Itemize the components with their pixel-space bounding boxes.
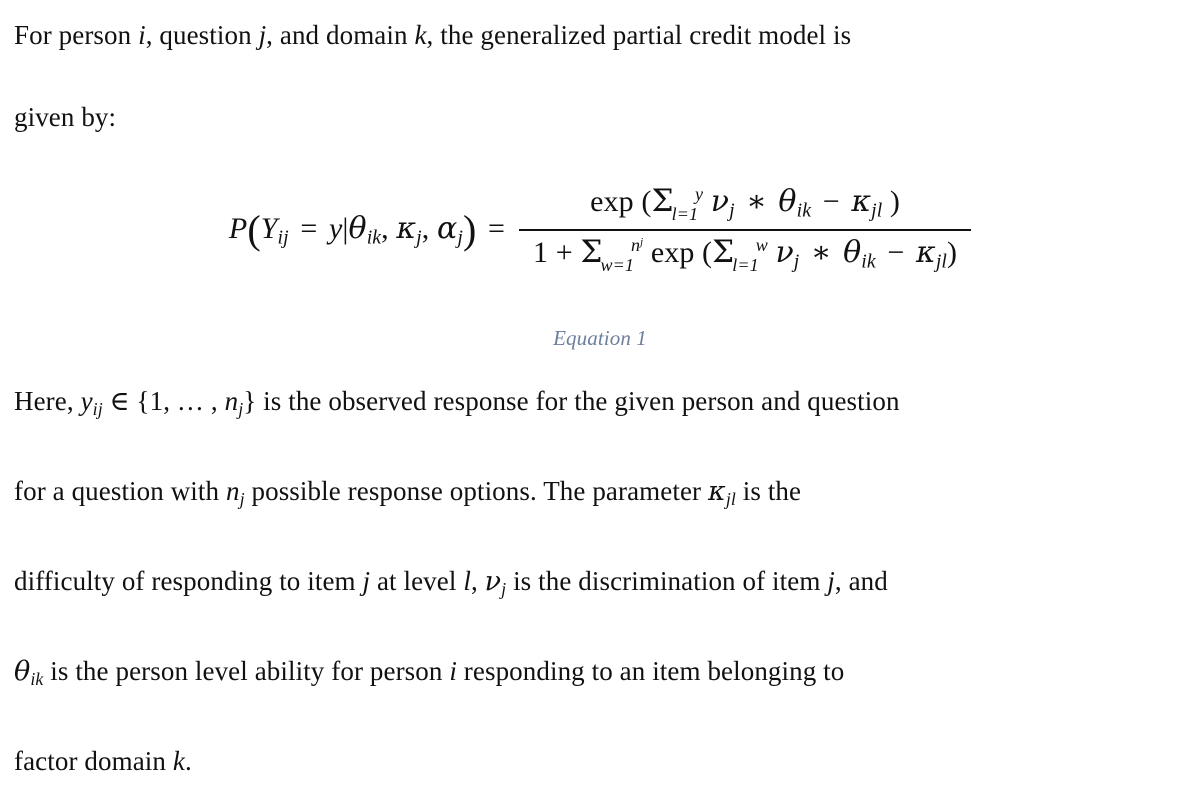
equation-row <box>229 185 971 275</box>
equation-numerator: $\exp (\Sigma_{l=1}^y$ $\nu_j$ ∗ $\theta_{ik} - \kappa_{jl}$ ) <box>590 183 901 225</box>
paragraph-explanation-line-5: factor domain k. <box>14 746 192 776</box>
equation-1 <box>0 185 1200 275</box>
paragraph-explanation-line-4: $\theta_{ik}$ is the person level ability for person i responding to an item belonging to <box>14 656 845 689</box>
paragraph-intro-line-2: given by: <box>14 102 117 132</box>
paragraph-explanation-line-3: difficulty of responding to item j at level l, $\nu_j$ is the discrimination of item j, and <box>14 566 888 599</box>
equation-fraction <box>519 185 971 275</box>
paragraph-explanation-line-1: Here, $y_{ij}$ ∈ {1, … , $n_j$} is the observed response for the given person and question <box>14 386 900 419</box>
equation-left-hand-side: $P(Y_{ij} = y|\theta_{ik}$, $\kappa_j$, $\alpha_j$) = <box>228 207 506 253</box>
equation-caption: Equation 1 <box>553 326 647 350</box>
paragraph-explanation-line-2: for a question with $n_j$ possible response options. The parameter $\kappa_{jl}$ is the <box>14 476 802 509</box>
paragraph-intro-line-1: For person i, question j, and domain k, the generalized partial credit model is <box>14 20 852 50</box>
equation-denominator: $1 + \Sigma_{w=1}^{n^j}$ $\exp (\Sigma_{l=1}^w$ $\nu_j$ ∗ $\theta_{ik} - \kappa_{jl}$) <box>533 234 958 276</box>
